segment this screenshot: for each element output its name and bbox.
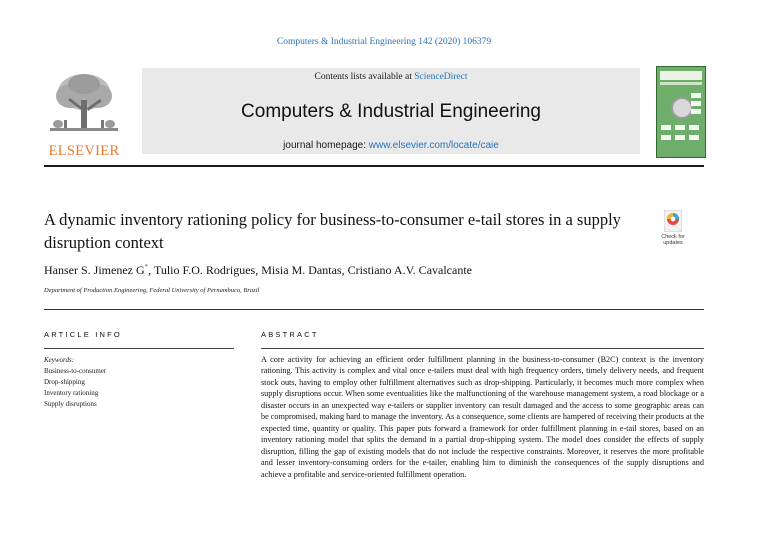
cover-title-band (660, 71, 702, 80)
cover-cell (675, 135, 685, 140)
cover-emblem-icon (671, 97, 693, 119)
journal-masthead (142, 68, 640, 154)
cover-cell (661, 125, 671, 130)
corresponding-author-mark[interactable]: * (144, 263, 149, 271)
homepage-link[interactable]: www.elsevier.com/locate/caie (368, 140, 499, 151)
author-name[interactable]: Cristiano A.V. Cavalcante (347, 263, 472, 277)
cover-cell (691, 109, 701, 114)
elsevier-logo[interactable] (44, 70, 124, 158)
homepage-prefix: journal homepage: (283, 140, 369, 151)
keywords-label: Keywords: (44, 356, 75, 364)
cover-stripe (660, 82, 702, 85)
keyword-item: Inventory rationing (44, 389, 99, 397)
header-rule (44, 165, 704, 167)
abstract-rule (261, 348, 704, 349)
article-info-heading: ARTICLE INFO (44, 330, 122, 339)
check-for-updates-label: Check for updates (661, 234, 685, 246)
journal-homepage (142, 140, 640, 151)
keyword-item: Business-to-consumer (44, 367, 107, 375)
author-name[interactable]: Misia M. Dantas (261, 263, 342, 277)
author-name[interactable]: Hanser S. Jimenez G (44, 263, 145, 277)
section-rule (44, 309, 704, 310)
sciencedirect-link[interactable]: ScienceDirect (414, 72, 468, 82)
cover-cell (689, 125, 699, 130)
cover-cell (691, 101, 701, 106)
article-title: A dynamic inventory rationing policy for business-to-consumer e-tail stores in a supply disruption context (44, 210, 621, 252)
elsevier-wordmark: ELSEVIER (48, 143, 120, 159)
keyword-item: Supply disruptions (44, 400, 97, 408)
keyword-item: Drop-shipping (44, 378, 85, 386)
journal-title[interactable]: Computers & Industrial Engineering (241, 101, 541, 122)
author-name[interactable]: Tulio F.O. Rodrigues (153, 263, 256, 277)
author-list: Hanser S. Jimenez G*, Tulio F.O. Rodrigues, Misia M. Dantas, Cristiano A.V. Cavalcante (44, 263, 472, 277)
article-info-rule (44, 348, 234, 349)
elsevier-tree-icon (44, 70, 124, 140)
crossmark-icon (664, 210, 682, 232)
abstract-text: A core activity for achieving an efficient order fulfillment planning in the business-to-consumer (B2C) context is the inventory rationing. This activity is complex and vital once e-tailers must deal with high frequency orders, timely delivery needs, and frequent stock outs, having to employ other fulfillment alternatives such as drop-shipping. Particularly, it becomes much more complex when supply disruptions occur. When some eventualities like the malfunctioning of the warehouse management system, a road blockage or a disaster occurs in an unexpected way e-tailers or supplier inventory can result damaged and the access to some geographic areas can be compromised, making hard to manage the inventory. As a consequence, some clients are hampered of receiving their products at the expected time, quantity or quality. This paper puts forward a framework for order fulfillment planning in e-tail stores, based on an inventory rationing model that splits the demand in a partial drop-shipping system. The model does consider the effects of supply disruption, filling the gap of existing models that do not include the respective constraints. Moreover, it reserves the more profitable and lesser inventory-consuming orders for the e-tailer, enabling him to diminish the consequences of the supply disruptions and achieve a profitable and service-oriented fulfillment operation. (261, 355, 704, 479)
cover-cell (689, 135, 699, 140)
check-for-updates-button[interactable] (656, 210, 690, 250)
contents-line (142, 72, 640, 82)
journal-reference-link[interactable]: Computers & Industrial Engineering 142 (2020) 106379 (276, 37, 492, 47)
cover-cell (661, 135, 671, 140)
cover-cell (691, 93, 701, 98)
affiliation: Department of Production Engineering, Federal University of Pernambuco, Brazil (44, 287, 260, 294)
journal-cover-thumbnail[interactable] (656, 66, 706, 158)
abstract-heading: ABSTRACT (261, 330, 319, 339)
contents-prefix: Contents lists available at (314, 72, 415, 82)
cover-cell (675, 125, 685, 130)
